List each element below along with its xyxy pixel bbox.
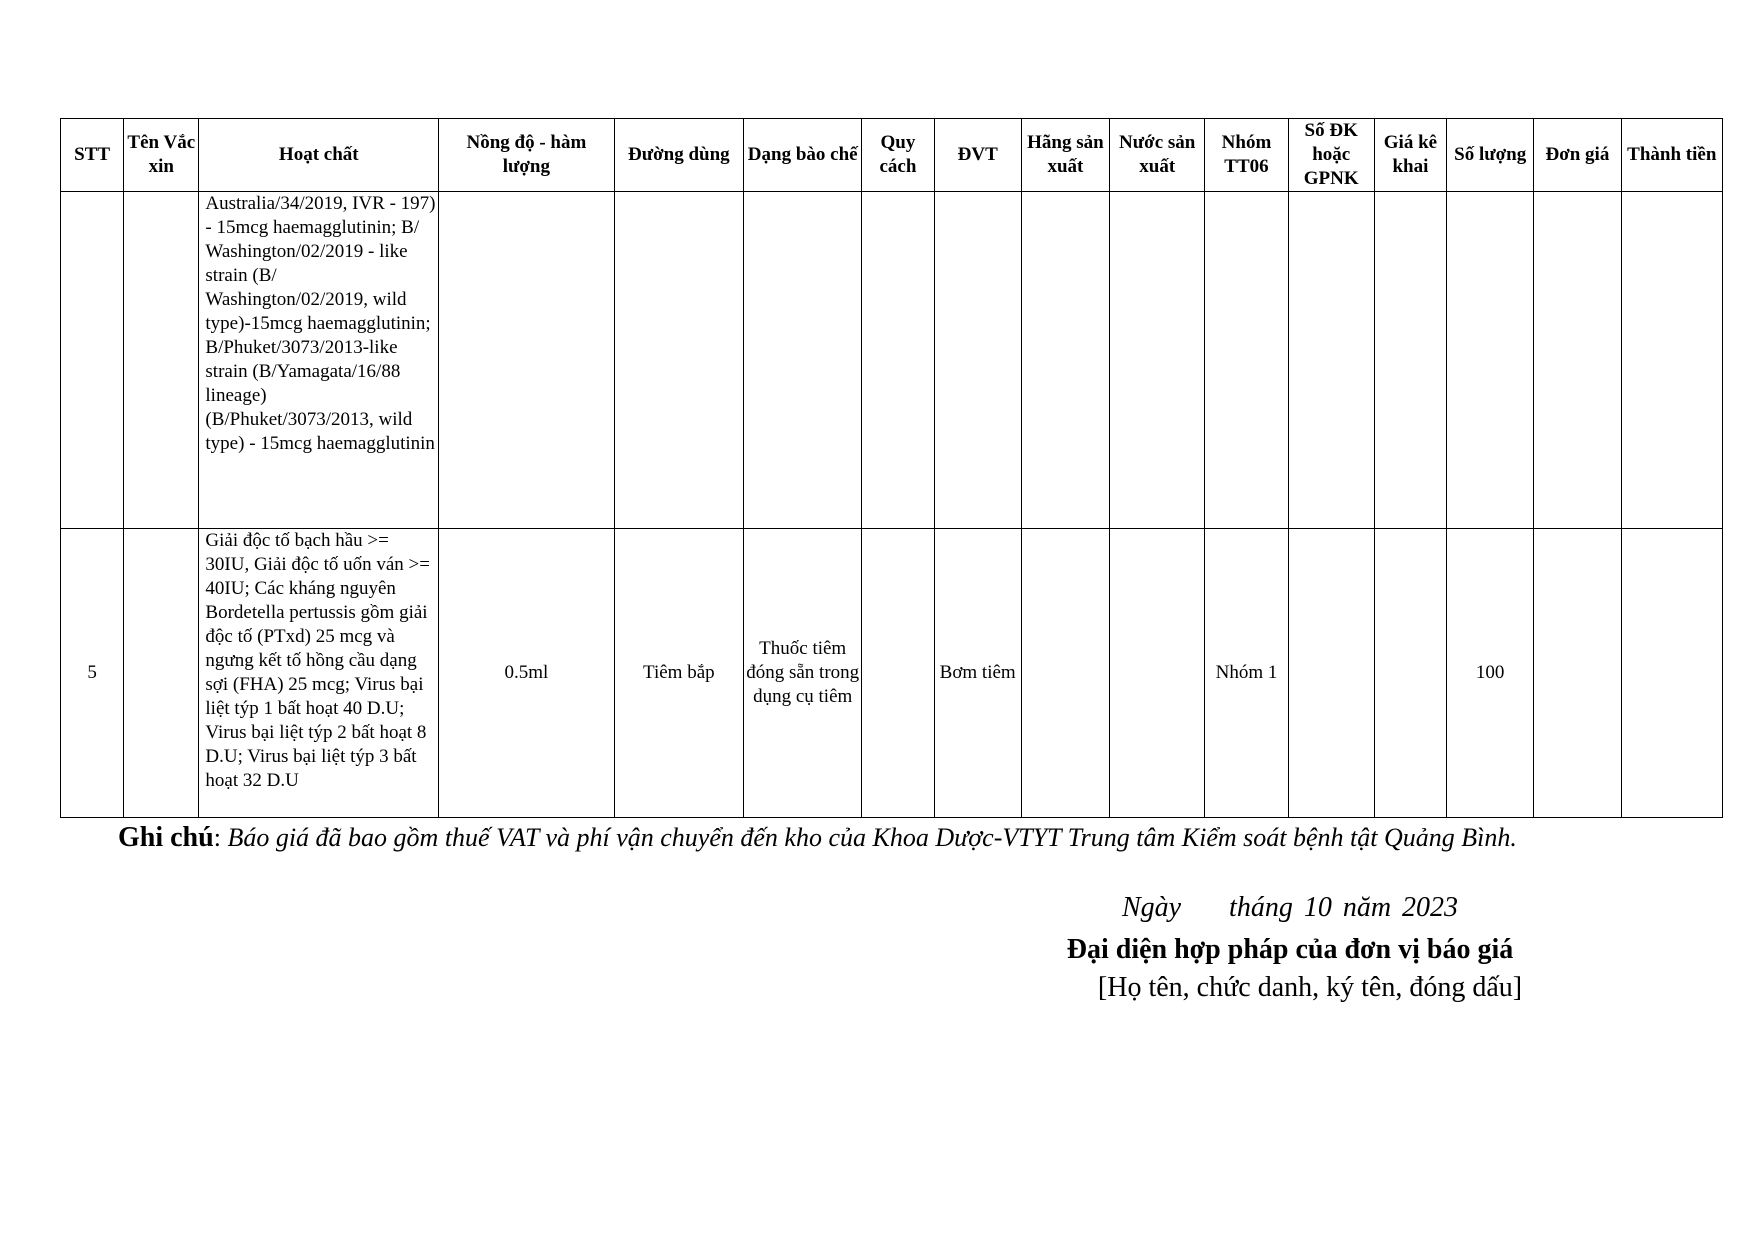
header-nong-do: Nồng độ - hàm lượng bbox=[439, 119, 615, 192]
cell-gia-ke-khai bbox=[1374, 192, 1446, 529]
cell-don-gia bbox=[1534, 192, 1621, 529]
signature-subtitle: [Họ tên, chức danh, ký tên, đóng dấu] bbox=[1097, 972, 1523, 1003]
header-ten-vac-xin: Tên Vắc xin bbox=[124, 119, 199, 192]
quotation-table bbox=[60, 118, 1723, 818]
cell-ten-vac-xin bbox=[124, 529, 199, 818]
signature-block bbox=[1030, 892, 1550, 1004]
cell-dvt: Bơm tiêm bbox=[934, 529, 1021, 818]
header-thanh-tien: Thành tiền bbox=[1621, 119, 1722, 192]
header-nhom-tt06: Nhóm TT06 bbox=[1205, 119, 1288, 192]
cell-hang-san-xuat bbox=[1021, 529, 1109, 818]
table-header-row bbox=[61, 119, 1723, 192]
table-row bbox=[61, 192, 1723, 529]
header-duong-dung: Đường dùng bbox=[614, 119, 743, 192]
cell-thanh-tien bbox=[1621, 192, 1722, 529]
cell-nuoc-san-xuat bbox=[1110, 529, 1205, 818]
cell-so-dk bbox=[1288, 529, 1374, 818]
cell-nong-do bbox=[439, 192, 615, 529]
cell-so-dk bbox=[1288, 192, 1374, 529]
cell-hoat-chat: Giải độc tố bạch hầu >= 30IU, Giải độc tố uốn ván >= 40IU; Các kháng nguyên Bordetella pertussis gồm giải độc tố (PTxd) 25 mcg và ngưng kết tố hồng cầu dạng sợi (FHA) 25 mcg; Virus bại liệt týp 1 bất hoạt 40 D.U; Virus bại liệt týp 2 bất hoạt 8 D.U; Virus bại liệt týp 3 bất hoạt 32 D.U bbox=[199, 529, 439, 818]
header-gia-ke-khai: Giá kê khai bbox=[1374, 119, 1446, 192]
cell-duong-dung: Tiêm bắp bbox=[614, 529, 743, 818]
cell-dvt bbox=[934, 192, 1021, 529]
cell-hoat-chat: Australia/34/2019, IVR - 197) - 15mcg haemagglutinin; B/ Washington/02/2019 - like strain (B/ Washington/02/2019, wild type)-15mcg haemagglutinin; B/Phuket/3073/2013-like strain (B/Yamagata/16/88 lineage) (B/Phuket/3073/2013, wild type) - 15mcg haemagglutinin bbox=[199, 192, 439, 529]
header-dvt: ĐVT bbox=[934, 119, 1021, 192]
cell-dang-bao-che bbox=[744, 192, 862, 529]
cell-quy-cach bbox=[862, 529, 934, 818]
signature-title: Đại diện hợp pháp của đơn vị báo giá bbox=[1066, 934, 1514, 965]
cell-so-luong: 100 bbox=[1447, 529, 1534, 818]
cell-hang-san-xuat bbox=[1021, 192, 1109, 529]
cell-duong-dung bbox=[614, 192, 743, 529]
cell-quy-cach bbox=[862, 192, 934, 529]
cell-stt: 5 bbox=[61, 529, 124, 818]
header-nuoc-san-xuat: Nước sản xuất bbox=[1110, 119, 1205, 192]
header-don-gia: Đơn giá bbox=[1534, 119, 1621, 192]
date-day-label: Ngày bbox=[1121, 892, 1182, 923]
signature-date bbox=[1030, 892, 1550, 924]
header-hoat-chat: Hoạt chất bbox=[199, 119, 439, 192]
cell-nhom: Nhóm 1 bbox=[1205, 529, 1288, 818]
header-hang-san-xuat: Hãng sản xuất bbox=[1021, 119, 1109, 192]
date-month-year: tháng 10 năm 2023 bbox=[1229, 892, 1459, 923]
header-so-dk: Số ĐK hoặc GPNK bbox=[1288, 119, 1374, 192]
header-so-luong: Số lượng bbox=[1447, 119, 1534, 192]
note-text: Báo giá đã bao gồm thuế VAT và phí vận chuyển đến kho của Khoa Dược-VTYT Trung tâm Kiểm soát bệnh tật Quảng Bình. bbox=[227, 823, 1517, 852]
cell-nong-do: 0.5ml bbox=[439, 529, 615, 818]
cell-don-gia bbox=[1534, 529, 1621, 818]
cell-thanh-tien bbox=[1621, 529, 1722, 818]
cell-ten-vac-xin bbox=[124, 192, 199, 529]
cell-so-luong bbox=[1447, 192, 1534, 529]
note-label: Ghi chú bbox=[118, 822, 214, 853]
table-row bbox=[61, 529, 1723, 818]
header-dang-bao-che: Dạng bào chế bbox=[744, 119, 862, 192]
header-quy-cach: Quy cách bbox=[862, 119, 934, 192]
cell-nuoc-san-xuat bbox=[1110, 192, 1205, 529]
header-stt: STT bbox=[61, 119, 124, 192]
cell-nhom bbox=[1205, 192, 1288, 529]
cell-dang-bao-che: Thuốc tiêm đóng sẵn trong dụng cụ tiêm bbox=[744, 529, 862, 818]
note: Ghi chú: Báo giá đã bao gồm thuế VAT và phí vận chuyển đến kho của Khoa Dược-VTYT Trung tâm Kiểm soát bệnh tật Quảng Bình. bbox=[118, 822, 1517, 853]
cell-gia-ke-khai bbox=[1374, 529, 1446, 818]
cell-stt bbox=[61, 192, 124, 529]
